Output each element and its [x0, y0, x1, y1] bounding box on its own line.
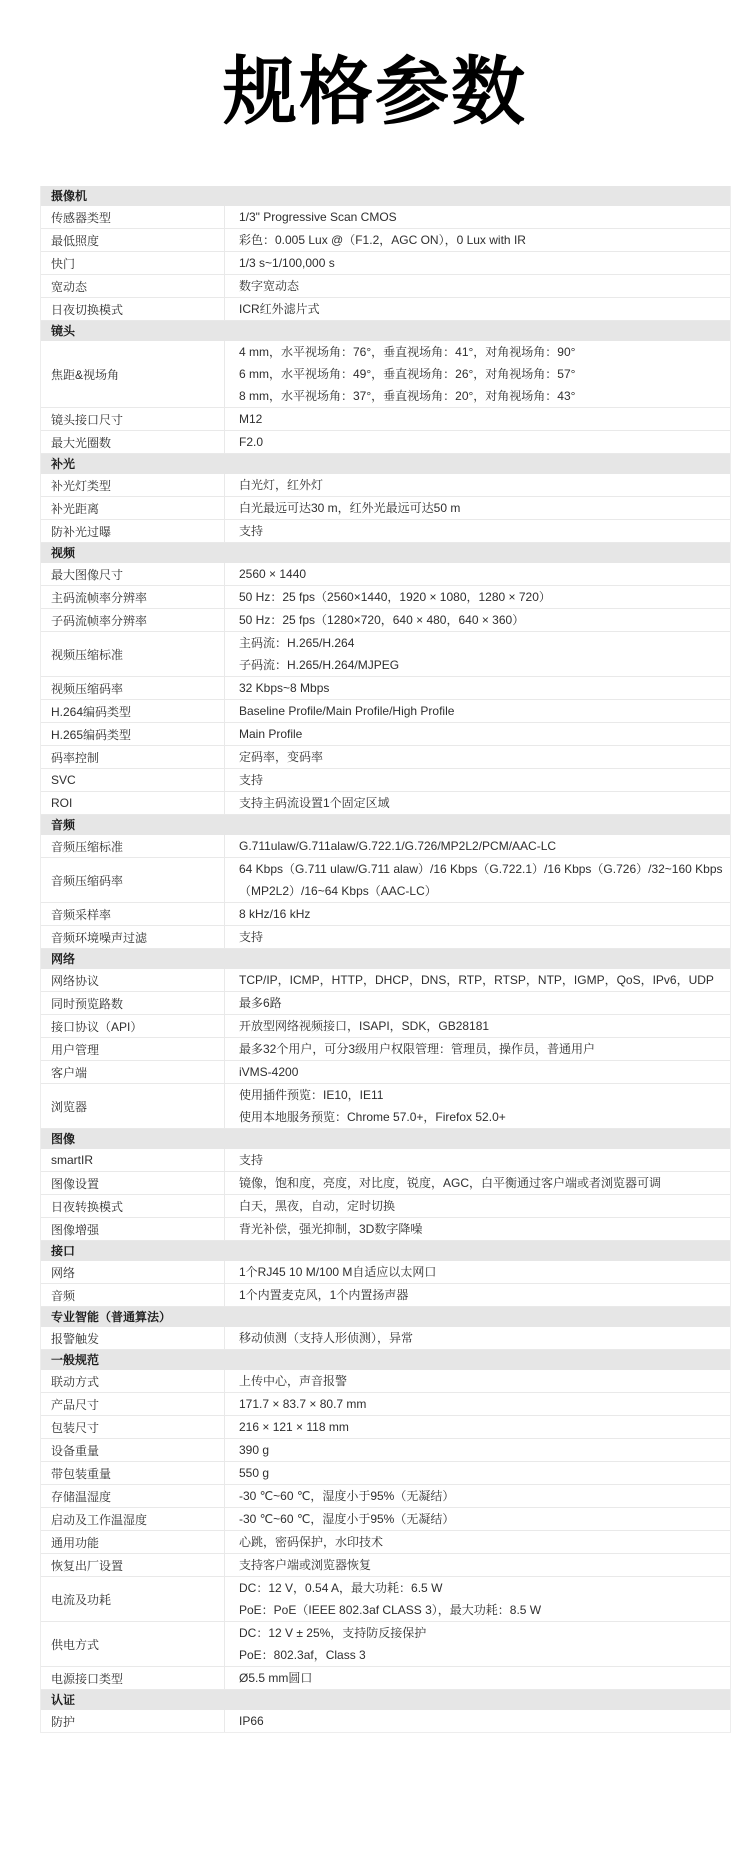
section-header: 镜头: [41, 321, 730, 341]
spec-value: [224, 1416, 730, 1438]
spec-label: 带包装重量: [51, 1466, 112, 1481]
spec-label: smartIR: [51, 1153, 93, 1167]
spec-label: 音频采样率: [51, 907, 112, 922]
spec-label: 宽动态: [51, 279, 88, 294]
spec-value: [224, 992, 730, 1014]
spec-value-line: 支持: [239, 773, 264, 787]
spec-value-line: 子码流：H.265/H.264/MJPEG: [239, 658, 400, 672]
spec-row: [41, 1508, 730, 1531]
spec-value: [224, 969, 730, 991]
spec-label: 通用功能: [51, 1535, 100, 1550]
spec-value-line: 32 Kbps~8 Mbps: [239, 681, 330, 695]
spec-row: [41, 1370, 730, 1393]
spec-value-line: -30 ℃~60 ℃，湿度小于95%（无凝结）: [239, 1489, 455, 1503]
spec-label: 启动及工作温湿度: [51, 1512, 148, 1527]
spec-row: [41, 520, 730, 543]
spec-row: [41, 275, 730, 298]
spec-value-line: 白光最远可达30 m，红外光最远可达50 m: [239, 501, 461, 515]
spec-value-line: 支持: [239, 930, 264, 944]
spec-value: [224, 1462, 730, 1484]
spec-row: [41, 1554, 730, 1577]
spec-label: 报警触发: [51, 1331, 100, 1346]
spec-value-line: 定码率，变码率: [239, 750, 324, 764]
spec-value-line: 镜像，饱和度，亮度，对比度，锐度，AGC，白平衡通过客户端或者浏览器可调: [239, 1176, 662, 1190]
section-header: 认证: [41, 1690, 730, 1710]
spec-label: 联动方式: [51, 1374, 100, 1389]
section-header: 专业智能（普通算法）: [41, 1307, 730, 1327]
spec-value: [224, 926, 730, 948]
spec-label: 镜头接口尺寸: [51, 412, 124, 427]
spec-label: 主码流帧率分辨率: [51, 590, 148, 605]
spec-label: 包装尺寸: [51, 1420, 100, 1435]
spec-row: [41, 408, 730, 431]
spec-label: H.264编码类型: [51, 704, 132, 719]
spec-row: [41, 992, 730, 1015]
spec-row: [41, 1061, 730, 1084]
spec-row: [41, 1261, 730, 1284]
spec-value: [224, 1508, 730, 1530]
section-header: 一般规范: [41, 1350, 730, 1370]
spec-label: 最大图像尺寸: [51, 567, 124, 582]
spec-label: 快门: [51, 256, 76, 271]
spec-label: 传感器类型: [51, 210, 112, 225]
spec-label: 同时预览路数: [51, 996, 124, 1011]
spec-value-line: DC：12 V，0.54 A，最大功耗：6.5 W: [239, 1581, 443, 1595]
spec-value: [224, 252, 730, 274]
spec-value: [224, 1284, 730, 1306]
spec-value-line: 4 mm，水平视场角：76°，垂直视场角：41°，对角视场角：90°: [239, 345, 576, 359]
spec-row: [41, 769, 730, 792]
spec-value-line: 支持: [239, 1153, 264, 1167]
spec-row: [41, 1038, 730, 1061]
spec-row: [41, 431, 730, 454]
spec-row: [41, 206, 730, 229]
spec-value-line: 支持: [239, 524, 264, 538]
spec-label: 图像设置: [51, 1176, 100, 1191]
spec-value-line: 2560 × 1440: [239, 567, 307, 581]
spec-row: [41, 792, 730, 815]
spec-label: 音频环境噪声过滤: [51, 930, 148, 945]
spec-value-line: 上传中心，声音报警: [239, 1374, 348, 1388]
spec-value-line: 支持主码流设置1个固定区域: [239, 796, 390, 810]
spec-value: [224, 1218, 730, 1240]
spec-value: [224, 835, 730, 857]
spec-label: 补光距离: [51, 501, 100, 516]
spec-value: [224, 474, 730, 496]
section-header: 接口: [41, 1241, 730, 1261]
spec-row: [41, 298, 730, 321]
spec-label: 接口协议（API）: [51, 1019, 143, 1034]
spec-value-line: iVMS-4200: [239, 1065, 299, 1079]
spec-label: 恢复出厂设置: [51, 1558, 124, 1573]
spec-row: [41, 1015, 730, 1038]
spec-value-line: 支持客户端或浏览器恢复: [239, 1558, 372, 1572]
spec-value-line: 8 mm，水平视场角：37°，垂直视场角：20°，对角视场角：43°: [239, 389, 576, 403]
spec-row: [41, 1667, 730, 1690]
spec-row: [41, 1416, 730, 1439]
spec-row: [41, 563, 730, 586]
spec-row: [41, 474, 730, 497]
spec-label: 补光灯类型: [51, 478, 112, 493]
spec-row: [41, 632, 730, 677]
spec-value: [224, 1554, 730, 1576]
spec-value: [224, 1667, 730, 1689]
spec-label: 日夜切换模式: [51, 302, 124, 317]
spec-label: 用户管理: [51, 1042, 100, 1057]
spec-value-line: 移动侦测（支持人形侦测），异常: [239, 1331, 414, 1345]
spec-label: 最大光圈数: [51, 435, 112, 450]
spec-row: [41, 926, 730, 949]
spec-value: [224, 206, 730, 228]
section-header: 摄像机: [41, 186, 730, 206]
spec-value: [224, 746, 730, 768]
spec-value: [224, 586, 730, 608]
spec-value: [224, 275, 730, 297]
spec-value-line: 使用插件预览：IE10，IE11: [239, 1088, 384, 1102]
spec-label: 音频压缩码率: [51, 873, 124, 888]
spec-value-line: 390 g: [239, 1443, 270, 1457]
page-title: 规格参数: [223, 49, 527, 135]
spec-label: 防补光过曝: [51, 524, 112, 539]
spec-value: [224, 1622, 730, 1666]
spec-label: 音频压缩标准: [51, 839, 124, 854]
spec-row: [41, 700, 730, 723]
spec-value-line: 6 mm，水平视场角：49°，垂直视场角：26°，对角视场角：57°: [239, 367, 576, 381]
spec-value: [224, 609, 730, 631]
spec-label: 视频压缩码率: [51, 681, 124, 696]
spec-row: [41, 1462, 730, 1485]
spec-row: [41, 1485, 730, 1508]
spec-row: [41, 903, 730, 926]
spec-label: 最低照度: [51, 233, 100, 248]
spec-value: [224, 1261, 730, 1283]
spec-label: 设备重量: [51, 1443, 100, 1458]
spec-label: 图像增强: [51, 1222, 100, 1237]
spec-row: [41, 969, 730, 992]
spec-value-line: 主码流：H.265/H.264: [239, 636, 355, 650]
spec-label: H.265编码类型: [51, 727, 132, 742]
spec-value: [224, 792, 730, 814]
spec-value: [224, 1393, 730, 1415]
section-header: 视频: [41, 543, 730, 563]
spec-label: 客户端: [51, 1065, 88, 1080]
spec-label: 存储温湿度: [51, 1489, 112, 1504]
spec-row: [41, 609, 730, 632]
spec-value: [224, 769, 730, 791]
spec-value: [224, 1577, 730, 1621]
spec-value: [224, 1370, 730, 1392]
section-header: 音频: [41, 815, 730, 835]
spec-value-line: IP66: [239, 1714, 264, 1728]
spec-row: [41, 497, 730, 520]
spec-value-line: 1个RJ45 10 M/100 M自适应以太网口: [239, 1265, 437, 1279]
spec-value: [224, 229, 730, 251]
spec-value: [224, 1015, 730, 1037]
spec-row: [41, 1393, 730, 1416]
spec-value: [224, 431, 730, 453]
spec-label: 码率控制: [51, 750, 100, 765]
spec-value-line: 最多32个用户，可分3级用户权限管理：管理员，操作员，普通用户: [239, 1042, 596, 1056]
section-header: 补光: [41, 454, 730, 474]
spec-value: [224, 341, 730, 407]
spec-row: [41, 1710, 730, 1732]
spec-value: [224, 1084, 730, 1128]
spec-label: SVC: [51, 773, 76, 787]
spec-row: [41, 746, 730, 769]
spec-value-line: 64 Kbps（G.711 ulaw/G.711 alaw）/16 Kbps（G.722.1）/16 Kbps（G.726）/32~160 Kbps: [239, 862, 723, 876]
spec-value-line: 心跳，密码保护，水印技术: [239, 1535, 384, 1549]
spec-label: ROI: [51, 796, 73, 810]
spec-row: [41, 1149, 730, 1172]
spec-value-line: G.711ulaw/G.711alaw/G.722.1/G.726/MP2L2/PCM/AAC-LC: [239, 839, 557, 853]
spec-label: 电源接口类型: [51, 1671, 124, 1686]
spec-row: [41, 1195, 730, 1218]
spec-row: [41, 1531, 730, 1554]
spec-value: [224, 1710, 730, 1732]
spec-value-line: 50 Hz：25 fps（2560×1440，1920 × 1080，1280 × 720）: [239, 590, 551, 604]
spec-row: [41, 723, 730, 746]
spec-value-line: PoE：802.3af，Class 3: [239, 1648, 366, 1662]
spec-value-line: Ø5.5 mm圆口: [239, 1671, 313, 1685]
spec-value: [224, 563, 730, 585]
spec-row: [41, 1218, 730, 1241]
spec-row: [41, 1284, 730, 1307]
spec-label: 产品尺寸: [51, 1397, 100, 1412]
spec-value: [224, 632, 730, 676]
spec-label: 视频压缩标准: [51, 647, 124, 662]
spec-value: [224, 700, 730, 722]
spec-value-line: M12: [239, 412, 263, 426]
spec-value-line: 1个内置麦克风，1个内置扬声器: [239, 1288, 409, 1302]
spec-row: [41, 229, 730, 252]
spec-label: 日夜转换模式: [51, 1199, 124, 1214]
spec-value-line: 171.7 × 83.7 × 80.7 mm: [239, 1397, 367, 1411]
spec-value-line: 550 g: [239, 1466, 270, 1480]
spec-value-line: Baseline Profile/Main Profile/High Profile: [239, 704, 455, 718]
spec-label: 防护: [51, 1714, 76, 1729]
spec-row: [41, 586, 730, 609]
spec-value: [224, 1149, 730, 1171]
spec-row: [41, 1577, 730, 1622]
spec-value: [224, 903, 730, 925]
spec-label: 音频: [51, 1288, 76, 1303]
spec-row: [41, 1172, 730, 1195]
spec-value-line: 1/3 s~1/100,000 s: [239, 256, 335, 270]
spec-value-line: F2.0: [239, 435, 264, 449]
spec-value-line: 彩色：0.005 Lux @（F1.2，AGC ON），0 Lux with IR: [239, 233, 526, 247]
spec-value: [224, 677, 730, 699]
spec-label: 网络: [51, 1265, 76, 1280]
spec-value-line: （MP2L2）/16~64 Kbps（AAC-LC）: [239, 884, 437, 898]
spec-value-line: 数字宽动态: [239, 279, 300, 293]
spec-label: 浏览器: [51, 1099, 88, 1114]
spec-value: [224, 1439, 730, 1461]
section-header: 网络: [41, 949, 730, 969]
spec-row: [41, 677, 730, 700]
section-header: 图像: [41, 1129, 730, 1149]
spec-value-line: 1/3" Progressive Scan CMOS: [239, 210, 397, 224]
spec-value-line: 背光补偿，强光抑制，3D数字降噪: [239, 1222, 423, 1236]
spec-value-line: Main Profile: [239, 727, 303, 741]
spec-label: 焦距&视场角: [51, 367, 120, 382]
spec-value-line: ICR红外滤片式: [239, 302, 320, 316]
spec-table: [40, 186, 731, 1733]
spec-value-line: 216 × 121 × 118 mm: [239, 1420, 349, 1434]
spec-label: 子码流帧率分辨率: [51, 613, 148, 628]
spec-row: [41, 1327, 730, 1350]
spec-value-line: 使用本地服务预览：Chrome 57.0+，Firefox 52.0+: [239, 1110, 506, 1124]
spec-row: [41, 1439, 730, 1462]
spec-row: [41, 1622, 730, 1667]
spec-value-line: 白光灯，红外灯: [239, 478, 324, 492]
spec-label: 网络协议: [51, 973, 100, 988]
spec-row: [41, 1084, 730, 1129]
spec-row: [41, 252, 730, 275]
spec-label: 供电方式: [51, 1637, 100, 1652]
spec-value-line: DC：12 V ± 25%，支持防反接保护: [239, 1626, 427, 1640]
spec-value: [224, 1172, 730, 1194]
spec-value-line: TCP/IP，ICMP，HTTP，DHCP，DNS，RTP，RTSP，NTP，IGMP，QoS，IPv6，UDP: [239, 973, 714, 987]
spec-value: [224, 298, 730, 320]
spec-value-line: 50 Hz：25 fps（1280×720，640 × 480，640 × 360）: [239, 613, 525, 627]
spec-value: [224, 520, 730, 542]
spec-value-line: -30 ℃~60 ℃，湿度小于95%（无凝结）: [239, 1512, 455, 1526]
spec-row: [41, 835, 730, 858]
spec-value: [224, 1485, 730, 1507]
spec-value: [224, 408, 730, 430]
spec-value-line: 8 kHz/16 kHz: [239, 907, 311, 921]
spec-label: 电流及功耗: [51, 1592, 112, 1607]
spec-value: [224, 1038, 730, 1060]
spec-value: [224, 1061, 730, 1083]
spec-value: [224, 1531, 730, 1553]
spec-row: [41, 341, 730, 408]
spec-value-line: 白天，黑夜，自动，定时切换: [239, 1199, 396, 1213]
spec-value: [224, 1195, 730, 1217]
spec-value: [224, 858, 731, 902]
spec-value-line: 开放型网络视频接口，ISAPI，SDK，GB28181: [239, 1019, 490, 1033]
spec-row: [41, 858, 730, 903]
spec-value-line: PoE：PoE（IEEE 802.3af CLASS 3），最大功耗：8.5 W: [239, 1603, 542, 1617]
spec-value: [224, 723, 730, 745]
spec-value-line: 最多6路: [239, 996, 282, 1010]
spec-value: [224, 1327, 730, 1349]
spec-value: [224, 497, 730, 519]
